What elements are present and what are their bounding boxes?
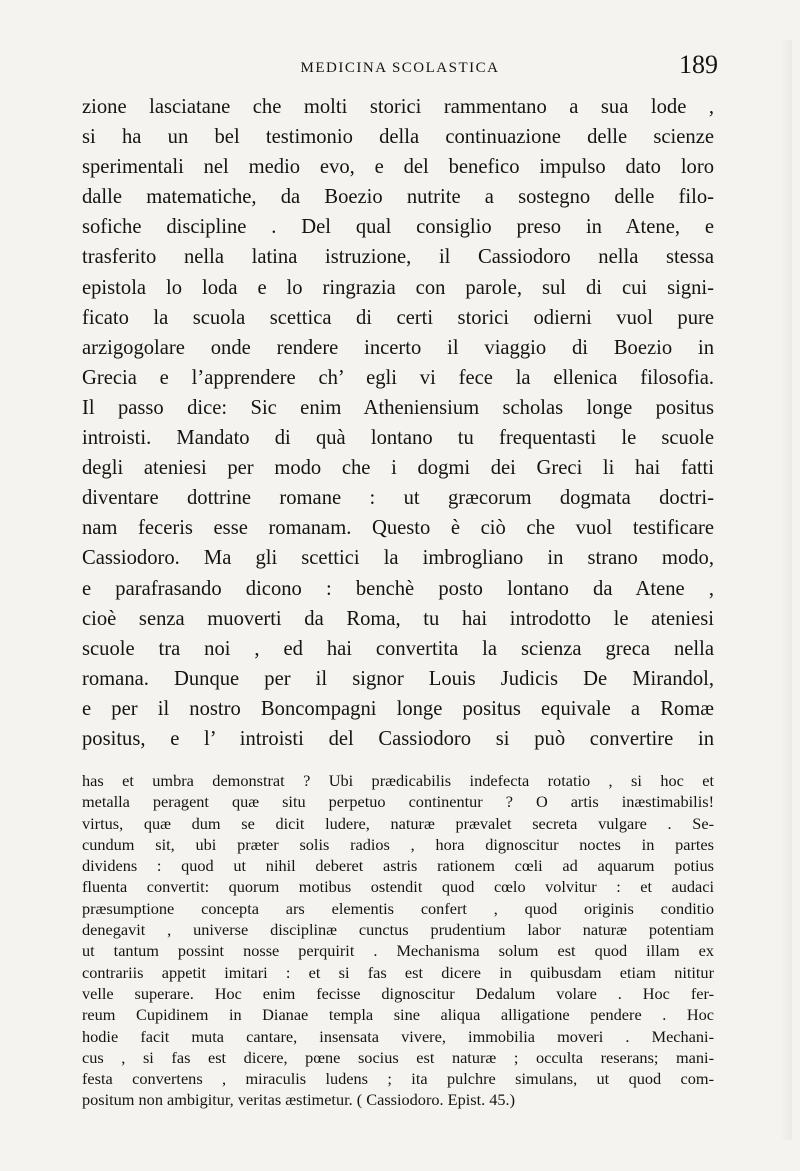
- text-line: diventare dottrine romane : ut græcorum dogmata doctri-: [82, 487, 714, 510]
- footnote-line: fluenta convertit: quorum motibus ostendit quod cœlo volvitur : et audaci: [82, 877, 714, 897]
- text-line: zione lasciatane che molti storici rammentano a sua lode ,: [82, 96, 714, 118]
- text-line: epistola lo loda e lo ringrazia con parole, sul di cui signi-: [82, 276, 714, 299]
- text-line: arzigogolare onde rendere incerto il viaggio di Boezio in: [82, 336, 714, 359]
- footnote-line: denegavit , universe disciplinæ cunctus prudentium labor naturæ potentiam: [82, 920, 714, 940]
- footnote-line: cundum sit, ubi præter solis radios , hora dignoscitur noctes in partes: [82, 834, 714, 854]
- text-line: introisti. Mandato di quà lontano tu frequentasti le scuole: [82, 427, 714, 450]
- footnote-line: contrariis appetit imitari : et si fas est dicere in quibusdam etiam nititur: [82, 962, 714, 982]
- footnote-line: cus , si fas est dicere, pœne socius est naturæ ; occulta reserans; mani-: [82, 1047, 714, 1067]
- footnote-line: præsumptione concepta ars elementis confert , quod originis conditio: [82, 898, 714, 918]
- footnote-line: reum Cupidinem in Dianae templa sine aliqua alligatione pendere . Hoc: [82, 1005, 714, 1025]
- footnote-line: has et umbra demonstrat ? Ubi prædicabilis indefecta rotatio , si hoc et: [82, 771, 714, 790]
- text-line: nam feceris esse romanam. Questo è ciò che vuol testificare: [82, 517, 714, 540]
- main-text: [82, 92, 714, 754]
- footnote-line: ut tantum possint nosse perquirit . Mechanisma solum est quod illam ex: [82, 941, 714, 961]
- footnote-line: virtus, quæ dum se dicit ludere, naturæ prævalet secreta vulgare . Se-: [82, 813, 714, 833]
- text-line: cioè senza muoverti da Roma, tu hai introdotto le ateniesi: [82, 607, 714, 630]
- footnote-line: festa convertens , miraculis ludens ; ita pulchre simulans, ut quod com-: [82, 1069, 714, 1089]
- text-line: si ha un bel testimonio della continuazione delle scienze: [82, 126, 714, 149]
- text-line: ficato la scuola scettica di certi storici odierni vuol pure: [82, 306, 714, 329]
- footnote-line: velle superare. Hoc enim fecisse dignoscitur Dedalum volare . Hoc fer-: [82, 983, 714, 1003]
- footnote: [82, 770, 714, 1111]
- footnote-line: metalla peragent quæ situ perpetuo continentur ? O artis inæstimabilis!: [82, 792, 714, 812]
- page-edge-shading: [780, 40, 792, 1140]
- text-line: e per il nostro Boncompagni longe positus equivale a Romæ: [82, 697, 714, 720]
- text-line: romana. Dunque per il signor Louis Judicis De Mirandol,: [82, 667, 714, 690]
- footnote-line: hodie facit muta cantare, insensata vivere, immobilia moveri . Mechani-: [82, 1026, 714, 1046]
- page-number: 189: [679, 50, 718, 79]
- text-line: Cassiodoro. Ma gli scettici la imbrogliano in strano modo,: [82, 547, 714, 570]
- running-title: MEDICINA SCOLASTICA: [300, 60, 500, 76]
- text-line: Il passo dice: Sic enim Atheniensium scholas longe positus: [82, 396, 714, 419]
- footnote-line: positum non ambigitur, veritas æstimetur. ( Cassiodoro. Epist. 45.): [82, 1090, 516, 1110]
- footnote-line: dividens : quod ut nihil deberet astris rationem cœli ad aquarum potius: [82, 856, 714, 876]
- text-line: sperimentali nel medio evo, e del benefico impulso dato loro: [82, 156, 714, 179]
- text-line: sofiche discipline . Del qual consiglio preso in Atene, e: [82, 216, 714, 239]
- text-line: Grecia e l’apprendere ch’ egli vi fece la ellenica filosofia.: [82, 366, 714, 389]
- text-line: positus, e l’ introisti del Cassiodoro si può convertire in: [82, 727, 714, 750]
- text-line: scuole tra noi , ed hai convertita la scienza greca nella: [82, 637, 714, 660]
- text-line: degli ateniesi per modo che i dogmi dei Greci li hai fatti: [82, 457, 714, 480]
- text-line: e parafrasando dicono : benchè posto lontano da Atene ,: [82, 577, 714, 600]
- text-line: trasferito nella latina istruzione, il Cassiodoro nella stessa: [82, 246, 714, 269]
- text-line: dalle matematiche, da Boezio nutrite a sostegno delle filo-: [82, 186, 714, 209]
- page-header: [82, 48, 718, 88]
